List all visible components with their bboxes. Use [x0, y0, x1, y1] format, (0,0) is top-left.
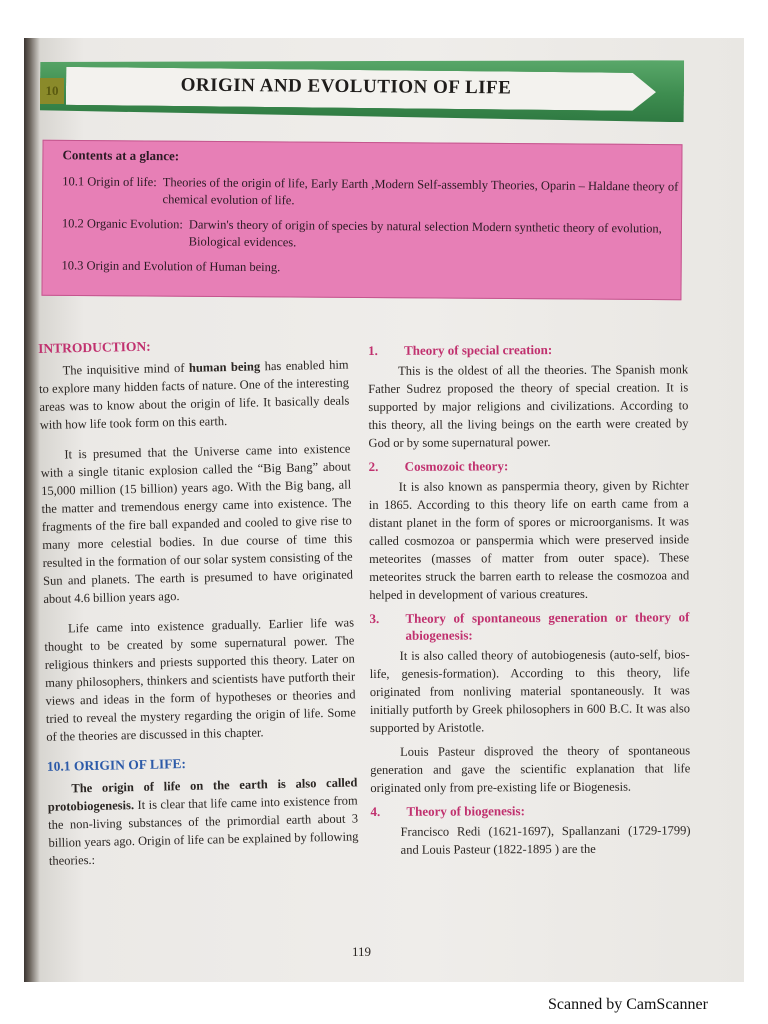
theory-item [369, 456, 690, 604]
theory-body: It is also known as panspermia theory, given by Richter in 1865. According to this theory life on earth came from a distant planet in the form of spores or microorganisms. It was called cosmozoa or panspermia which were preserved inside meteorites (masses of matter from outer space). These meteorites struck the barren earth to release the cosmozoa and helped in development of various creatures. [368, 478, 690, 602]
theory-heading [369, 608, 689, 644]
intro-emphasis: human being [188, 359, 261, 375]
chapter-number: 10 [40, 78, 64, 104]
theory-number: 1. [368, 342, 378, 358]
intro-paragraph [38, 356, 349, 434]
theory-heading [370, 801, 690, 820]
theory-body: Francisco Redi (1621-1697), Spallanzani (1729-1799) and Louis Pasteur (1822-1895 ) are the [400, 823, 691, 857]
contents-item-key: 10.1 Origin of life: [62, 174, 157, 190]
origin-of-life-heading: 10.1 ORIGIN OF LIFE: [46, 755, 187, 774]
contents-item [62, 215, 682, 254]
contents-item-value: Theories of the origin of life, Early Earth ,Modern Self-assembly Theories, Oparin – Haldane theory of chemical evolution of life. [162, 175, 679, 208]
contents-item [61, 257, 681, 279]
chapter-title: ORIGIN AND EVOLUTION OF LIFE [180, 74, 512, 99]
protobiogenesis-text: It is clear that life came into existence from the non-living substances of the primordial earth about 3 billion years ago. Origin of life can be explained by following theories.: [48, 793, 359, 868]
intro-text: The inquisitive mind of [62, 360, 190, 378]
big-bang-paragraph: It is presumed that the Universe came into existence with a single titanic explosion called the “Big Bang” about 15,000 million (15 billion) years ago. With the Big bang, all the matter and tremendous energy came into existence. The fragments of the fire ball expanded and cooled to give rise to many more celestial bodies. In due course of time this resulted in the formation of our solar system consisting of the Sun and planets. The earth is presumed to have originated about 4.6 billion years ago. [40, 441, 354, 606]
contents-item-key: 10.2 Organic Evolution: [61, 216, 183, 232]
theory-title: Cosmozoic theory: [404, 458, 509, 474]
theory-title: Theory of special creation: [404, 342, 553, 358]
theory-item [368, 340, 689, 452]
intro-text-rest: has enabled him to explore many hidden facts of nature. One of the interesting areas was to know about the origin of life. It basically deals with how life took form on this earth. [38, 357, 350, 432]
page-number: 119 [352, 944, 372, 959]
theory-title: Theory of spontaneous generation or theory of abiogenesis: [405, 609, 690, 643]
contents-heading: Contents at a glance: [62, 147, 180, 164]
scanner-watermark: Scanned by CamScanner [548, 996, 708, 1013]
contents-item [62, 173, 682, 212]
contents-item-key: 10.3 Origin and Evolution of Human being. [61, 258, 281, 275]
theory-body: It is also called theory of autobiogenesis (auto-self, bios-life, genesis-formation). According to this theory, life originated from nonliving material spontaneously. It was initially putforth by Greek philosophers in 600 B.C. It was also supported by Aristotle. [369, 647, 690, 735]
theory-heading [368, 340, 688, 359]
theory-heading [369, 456, 689, 475]
contents-item-value [286, 259, 681, 279]
theory-title: Theory of biogenesis: [406, 803, 525, 819]
theory-number: 3. [369, 610, 380, 626]
introduction-heading: INTRODUCTION: [38, 338, 151, 356]
protobiogenesis-emphasis: The origin of life on the earth is also called protobiogenesis. [47, 775, 358, 814]
left-column [38, 334, 359, 882]
theory-item [370, 801, 690, 859]
theory-body: This is the oldest of all the theories. The Spanish monk Father Sudrez proposed the theory of special creation. It is supported by major religions and civilizations. According to this theory, all the living beings on the earth were created by God or by some supernatural power. [368, 362, 689, 450]
theory-body-continued: Louis Pasteur disproved the theory of spontaneous generation and gave the scientific explanation that life originated only from pre-existing life or Biogenesis. [370, 743, 691, 795]
contents-list [61, 147, 682, 287]
right-column [368, 340, 691, 865]
theory-number: 2. [368, 458, 379, 474]
life-existence-paragraph: Life came into existence gradually. Earlier life was thought to be created by some supernatural power. The religious thinkers and priests supported this theory. Later on many philosophers, thinkers and scientists have putforth their views and ideas in the form of hypotheses or theories and tried to reveal the mystery regarding the origin of life. Some of the theories are discussed in this chapter. [44, 615, 357, 744]
theory-number: 4. [370, 803, 381, 819]
theory-item [369, 608, 690, 797]
contents-item-value: Darwin's theory of origin of species by natural selection Modern synthetic theory of evolution, Biological evidences. [188, 217, 662, 250]
protobiogenesis-paragraph [47, 773, 359, 869]
